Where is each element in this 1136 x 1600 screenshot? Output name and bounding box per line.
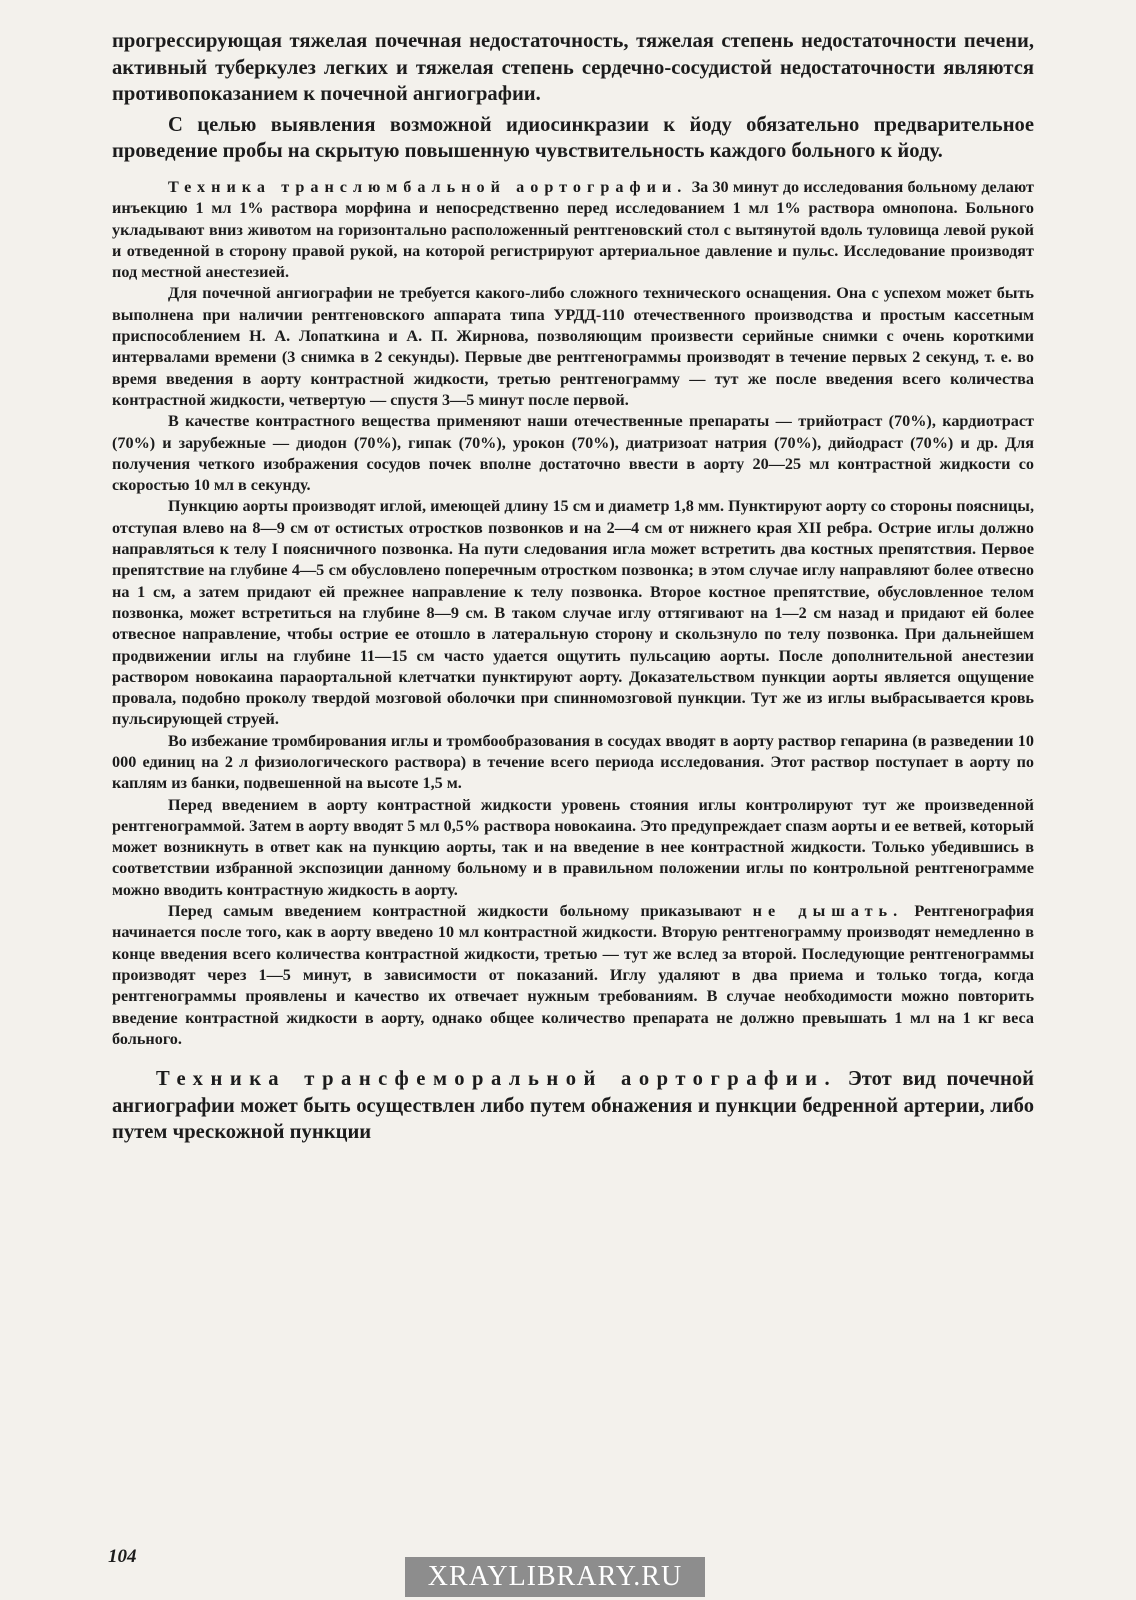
paragraph-transLumbar-technique bbox=[112, 177, 1034, 283]
section-heading-translumbar: Техника транслюмбальной аортографии. bbox=[168, 177, 688, 196]
lead-paragraph-1: прогрессирующая тяжелая почечная недостаточность, тяжелая степень недостаточности печени, активный туберкулез легких и тяжелая степень сердечно-сосудистой недостаточности являются противопоказанием к почечной ангиографии. bbox=[112, 30, 1034, 106]
page-number: 104 bbox=[108, 1546, 137, 1567]
spaced-emphasis: не дышать. bbox=[752, 902, 904, 921]
lead-paragraph-2: С целью выявления возможной идиосинкразии к йоду обязательно предварительное проведение пробы на скрытую повышенную чувствительность каждого больного к йоду. bbox=[112, 113, 1034, 163]
page-content bbox=[112, 28, 1034, 1146]
section-heading-transfemoral: Техника трансфеморальной аортографии. bbox=[156, 1068, 838, 1091]
tail-section bbox=[112, 1066, 1034, 1146]
paragraph-heparin: Во избежание тромбирования иглы и тромбообразования в сосудах вводят в аорту раствор гепарина (в разведении 10 000 единиц на 2 л физиологического раствора) в течение всего периода исследования. Этот раствор поступает в аорту по каплям из банки, подвешенной на высоте 1,5 м. bbox=[112, 731, 1034, 793]
paragraph-text: Рентгенография начинается после того, как в аорту введено 10 мл контрастной жидкости. Вторую рентгенограмму производят немедленно в конце введения всего количества контрастной жидкости, третью — тут же вслед за второй. Последующие рентгенограммы производят через 1—5 минут, в зависимости от показаний. Иглу удаляют в два приема и только тогда, когда рентгенограммы проявлены и качество их отвечает нужным требованиям. В случае необходимости можно повторить введение контрастной жидкости в аорту, однако общее количество препарата не должно превышать 1 мл на 1 кг веса больного. bbox=[112, 902, 1034, 1048]
paragraph-needle-control: Перед введением в аорту контрастной жидкости уровень стояния иглы контролируют тут же произведенной рентгенограммой. Затем в аорту вводят 5 мл 0,5% раствора новокаина. Это предупреждает спазм аорты и ее ветвей, который может возникнуть в ответ как на пункцию аорты, так и на введение в нее контрастной жидкости. Только убедившись в соответствии избранной экспозиции данному больному и в правильном положении иглы по контрольной рентгенограмме можно вводить контрастную жидкость в аорту. bbox=[112, 795, 1034, 899]
paragraph-text: Этот вид почечной ангиографии может быть осуществлен либо путем обнажения и пункции бедренной артерии, либо путем чрескожной пункции bbox=[112, 1068, 1034, 1144]
paragraph-puncture: Пункцию аорты производят иглой, имеющей длину 15 см и диаметр 1,8 мм. Пунктируют аорту со стороны поясницы, отступая влево на 8—9 см от остистых отростков позвонков и на 2—4 см от нижнего края XII ребра. Острие иглы должно направляться к телу I поясничного позвонка. На пути следования игла может встретить два костных препятствия. Первое препятствие на глубине 4—5 см обусловлено поперечным отростком позвонка; в этом случае иглу направляют более отвесно на 1 см, а затем придают ей прежнее направление к телу позвонка. Второе костное препятствие, обусловленное телом позвонка, может встретиться на глубине 8—9 см. В таком случае иглу оттягивают на 1—2 см назад и придают ей более отвесное направление, чтобы острие ее отошло в латеральную сторону и скользнуло по телу позвонка. При дальнейшем продвижении иглы на глубине 11—15 см часто удается ощутить пульсацию аорты. После дополнительной анестезии раствором новокаина параортальной клетчатки пунктируют аорту. Доказательством пункции аорты является ощущение провала, подобно проколу твердой мозговой оболочки при спинномозговой пункции. Тут же из иглы выбрасывается кровь пульсирующей струей. bbox=[112, 497, 1034, 729]
small-print-section bbox=[112, 177, 1034, 1050]
paragraph-text: За 30 минут до исследования больному делают инъекцию 1 мл 1% раствора морфина и непосредственно перед исследованием 1 мл 1% раствора омнопона. Больного укладывают вниз животом на горизонтально расположенный рентгеновский стол с вытянутой вдоль туловища левой рукой и отведенной в сторону правой рукой, на которой регистрируют артериальное давление и пульс. Исследование производят под местной анестезией. bbox=[112, 177, 1034, 282]
paragraph-transfemoral bbox=[112, 1066, 1034, 1146]
paragraph-equipment: Для почечной ангиографии не требуется какого-либо сложного технического оснащения. Она с успехом может быть выполнена при наличии рентгеновского аппарата типа УРДД-110 отечественного производства и простым кассетным приспособлением Н. А. Лопаткина и А. П. Жирнова, позволяющим произвести серийные снимки с очень короткими интервалами времени (3 снимка в 2 секунды). Первые две рентгенограммы производят в течение первых 2 секунд, т. е. во время введения в аорту контрастной жидкости, третью рентгенограмму — тут же после введения всего количества контрастной жидкости, четвертую — спустя 3—5 минут после первой. bbox=[112, 284, 1034, 409]
paragraph-text: Перед самым введением контрастной жидкости больному приказывают bbox=[168, 902, 753, 921]
paragraph-radiography bbox=[112, 901, 1034, 1050]
watermark: XRAYLIBRARY.RU bbox=[405, 1557, 705, 1597]
paragraph-contrast-agents: В качестве контрастного вещества применяют наши отечественные препараты — трийотраст (70%), кардиотраст (70%) и зарубежные — диодон (70%), гипак (70%), урокон (70%), диатризоат натрия (70%), дийодраст (70%) и др. Для получения четкого изображения сосудов почек вполне достаточно ввести в аорту 20—25 мл контрастной жидкости со скоростью 10 мл в секунду. bbox=[112, 412, 1034, 495]
lead-section bbox=[112, 28, 1034, 165]
